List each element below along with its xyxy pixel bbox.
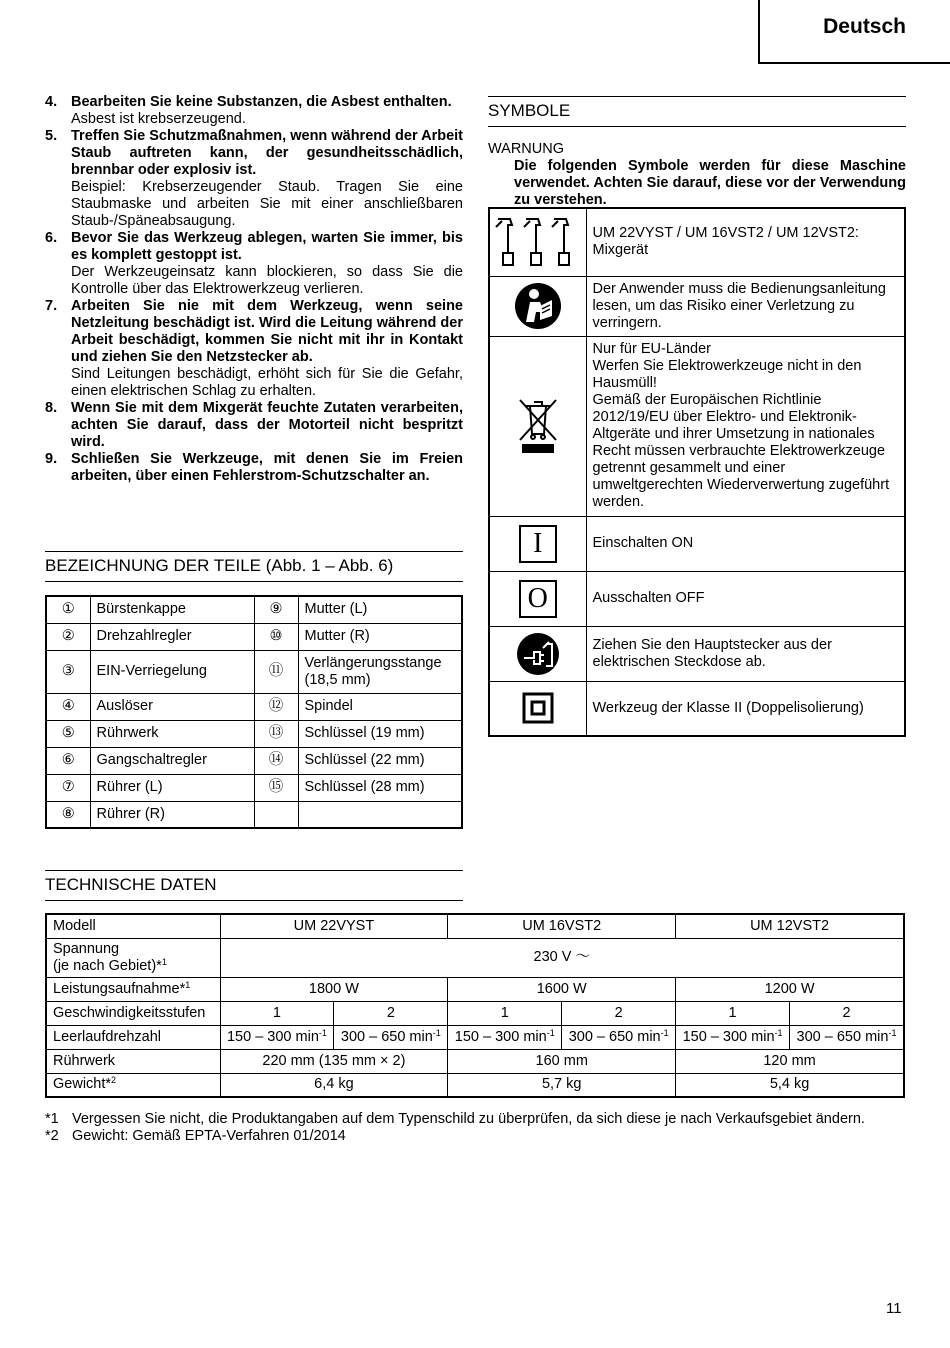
unit-exponent: -1 — [774, 1027, 783, 1038]
part-label: Mutter (L) — [304, 601, 368, 618]
item-number: 5. — [45, 128, 58, 144]
item-bold-text: Wenn Sie mit dem Mixgerät feuchte Zutaten verarbeiten, achten Sie darauf, dass der Motorteil nicht bespritzt wird. — [71, 400, 463, 450]
symbols-table — [488, 207, 906, 737]
part-label: Bürstenkappe — [96, 601, 186, 618]
part-label: Schlüssel (22 mm) — [304, 752, 425, 768]
table-row — [46, 938, 904, 977]
part-label-cell — [90, 774, 254, 801]
footnote-text: Vergessen Sie nicht, die Produktangaben auf dem Typenschild zu überprüfen, da sich diese je nach Verkaufsgebiet ändern. — [72, 1111, 865, 1127]
mixer-tools-icon — [489, 208, 586, 276]
label-rpm: Leerlaufdrehzahl — [46, 1025, 220, 1049]
unit-exponent: -1 — [888, 1027, 897, 1038]
label-power-text: Leistungsaufnahme* — [53, 980, 186, 997]
symbol-row — [489, 516, 905, 571]
item-number: 6. — [45, 230, 58, 246]
language-label: Deutsch — [823, 15, 906, 38]
footnote — [45, 1128, 905, 1145]
symbol-description: Ziehen Sie den Hauptstecker aus der elektrischen Steckdose ab. — [586, 626, 905, 681]
label-power — [46, 977, 220, 1001]
item-number: 8. — [45, 400, 58, 416]
part-number: ④ — [61, 698, 75, 714]
language-tab — [758, 0, 950, 64]
part-label: Mutter (R) — [304, 628, 370, 644]
part-number-cell — [254, 596, 298, 623]
power-cell: 1200 W — [676, 977, 904, 1001]
part-label: Rührer (R) — [96, 805, 165, 822]
item-number: 9. — [45, 451, 58, 467]
part-label-cell — [298, 693, 462, 720]
label-model: Modell — [46, 914, 220, 938]
part-label: Verlängerungsstange (18,5 mm) — [304, 654, 442, 688]
power-cell: 1800 W — [220, 977, 448, 1001]
item-bold-text: Arbeiten Sie nie mit dem Werkzeug, wenn seine Netzleitung beschädigt ist. Wird die Leitung während der Arbeit beschädigt, kommen Sie nicht mit ihr in Kontakt und ziehen Sie den Netzstecker ab. — [71, 298, 463, 365]
stirrer-cell: 220 mm (135 mm × 2) — [220, 1049, 448, 1073]
part-label-cell — [90, 596, 254, 623]
label-voltage-line2: (je nach Gebiet)* — [53, 957, 162, 974]
table-row — [46, 747, 462, 774]
part-label: Schlüssel (19 mm) — [304, 725, 425, 741]
list-item — [45, 230, 463, 298]
read-manual-icon — [489, 276, 586, 336]
voltage-value: 230 V — [533, 949, 572, 965]
switch-off-glyph: O — [519, 580, 557, 618]
symbol-description: Der Anwender muss die Bedienungsanleitung lesen, um das Risiko einer Verletzung zu verringern. — [586, 276, 905, 336]
switch-on-icon — [489, 516, 586, 571]
table-row — [46, 1001, 904, 1025]
part-label-cell — [90, 693, 254, 720]
table-row — [46, 801, 462, 828]
tech-heading: TECHNISCHE DATEN — [45, 870, 463, 901]
list-item — [45, 94, 463, 128]
part-number-cell — [46, 774, 90, 801]
list-item — [45, 451, 463, 485]
stirrer-cell: 120 mm — [676, 1049, 904, 1073]
table-row — [46, 914, 904, 938]
part-number-cell — [46, 693, 90, 720]
symbol-description: Einschalten ON — [586, 516, 905, 571]
speed-cell: 2 — [790, 1001, 904, 1025]
symbols-section — [488, 96, 906, 209]
item-bold-text: Treffen Sie Schutzmaßnahmen, wenn während der Arbeit Staub auftreten kann, der gesundheitsschädlich, brennbar oder explosiv ist. — [71, 128, 463, 178]
part-number-cell — [46, 623, 90, 650]
symbols-heading: SYMBOLE — [488, 96, 906, 127]
footnote-ref: 1 — [161, 956, 167, 967]
part-label-cell — [298, 596, 462, 623]
unit-exponent: -1 — [546, 1027, 555, 1038]
part-number-cell — [254, 747, 298, 774]
footnotes — [45, 1111, 905, 1145]
part-number: ③ — [61, 663, 75, 679]
part-number-cell — [46, 650, 90, 693]
switch-on-glyph: I — [519, 525, 557, 563]
rpm-value: 300 – 650 min — [568, 1028, 661, 1045]
page-number: 11 — [886, 1300, 902, 1317]
rpm-cell — [790, 1025, 904, 1049]
label-voltage — [46, 938, 220, 977]
table-row — [46, 774, 462, 801]
part-label-cell — [298, 801, 462, 828]
rpm-value: 150 – 300 min — [226, 1028, 319, 1045]
part-label: Auslöser — [96, 698, 153, 714]
model-cell: UM 16VST2 — [448, 914, 676, 938]
symbol-description — [586, 208, 905, 276]
part-label-cell — [298, 650, 462, 693]
ac-symbol: ～ — [575, 949, 590, 965]
symbol-text: UM 22VYST / UM 16VST2 / UM 12VST2: — [592, 225, 859, 242]
rpm-value: 150 – 300 min — [682, 1028, 775, 1045]
speed-cell: 1 — [448, 1001, 562, 1025]
list-item — [45, 400, 463, 451]
model-cell: UM 12VST2 — [676, 914, 904, 938]
label-weight-text: Gewicht* — [53, 1076, 112, 1093]
part-number-cell — [254, 650, 298, 693]
part-number: ② — [61, 628, 75, 644]
unplug-icon — [489, 626, 586, 681]
part-label-cell — [90, 623, 254, 650]
symbol-description: Ausschalten OFF — [586, 571, 905, 626]
symbol-row — [489, 626, 905, 681]
part-label-cell — [298, 747, 462, 774]
part-label-cell — [90, 720, 254, 747]
voltage-cell — [220, 938, 904, 977]
parts-heading: BEZEICHNUNG DER TEILE (Abb. 1 – Abb. 6) — [45, 551, 463, 582]
parts-table — [45, 595, 463, 829]
class-ii-icon — [489, 681, 586, 736]
speed-cell: 1 — [220, 1001, 334, 1025]
part-label: Gangschaltregler — [96, 752, 207, 768]
footnote-key: *1 — [45, 1111, 59, 1127]
part-number: ⑤ — [61, 725, 75, 741]
part-label-cell — [90, 747, 254, 774]
item-bold-text: Schließen Sie Werkzeuge, mit denen Sie im Freien arbeiten, über einen Fehlerstrom-Schutzschalter an. — [71, 451, 463, 484]
stirrer-cell: 160 mm — [448, 1049, 676, 1073]
part-number: ⑮ — [268, 779, 284, 795]
speed-cell: 2 — [562, 1001, 676, 1025]
part-number: ⑫ — [268, 698, 284, 714]
part-label-cell — [298, 623, 462, 650]
model-cell: UM 22VYST — [220, 914, 448, 938]
rpm-value: 300 – 650 min — [340, 1028, 433, 1045]
part-number-cell — [46, 596, 90, 623]
table-row — [46, 1049, 904, 1073]
unit-exponent: -1 — [432, 1027, 441, 1038]
table-row — [46, 1073, 904, 1097]
part-label-cell — [90, 801, 254, 828]
symbol-description: Werkzeug der Klasse II (Doppelisolierung) — [586, 681, 905, 736]
symbol-text: Nur für EU-Länder — [592, 341, 711, 357]
table-row — [46, 596, 462, 623]
table-row — [46, 623, 462, 650]
footnote-ref: 1 — [185, 979, 191, 990]
symbol-row — [489, 276, 905, 336]
symbol-text: Mixgerät — [592, 242, 649, 259]
footnote-key: *2 — [45, 1128, 59, 1144]
part-number-cell — [46, 720, 90, 747]
part-number: ⑪ — [268, 663, 284, 679]
part-number-cell — [46, 747, 90, 774]
part-label: Schlüssel (28 mm) — [304, 779, 425, 795]
table-row — [46, 693, 462, 720]
rpm-cell — [220, 1025, 334, 1049]
rpm-cell — [562, 1025, 676, 1049]
footnote — [45, 1111, 905, 1128]
weight-cell: 5,7 kg — [448, 1073, 676, 1097]
symbol-row — [489, 208, 905, 276]
label-stirrer: Rührwerk — [46, 1049, 220, 1073]
part-number-cell — [254, 774, 298, 801]
label-speeds: Geschwindigkeitsstufen — [46, 1001, 220, 1025]
part-label-cell — [90, 650, 254, 693]
item-text: Sind Leitungen beschädigt, erhöht sich für Sie die Gefahr, einen elektrischen Schlag zu erhalten. — [71, 366, 463, 399]
symbol-text: Gemäß der Europäischen Richtlinie 2012/19/EU über Elektro- und Elektronik-Altgeräte und ihrer Umsetzung in nationales Recht müssen verbrauchte Elektrowerkzeuge getrennt gesammelt und einer umweltgerechten Wiederverwertung zugeführt werden. — [592, 392, 890, 510]
part-number-cell — [254, 693, 298, 720]
item-bold-text: Bearbeiten Sie keine Substanzen, die Asbest enthalten. — [71, 94, 452, 110]
part-label: Drehzahlregler — [96, 628, 192, 644]
part-number-cell — [254, 720, 298, 747]
item-text: Asbest ist krebserzeugend. — [71, 111, 246, 127]
warning-text: Die folgenden Symbole werden für diese Maschine verwendet. Achten Sie darauf, diese vor der Verwendung zu verstehen. — [514, 158, 906, 208]
unit-exponent: -1 — [318, 1027, 327, 1038]
weight-cell: 5,4 kg — [676, 1073, 904, 1097]
part-label-cell — [298, 774, 462, 801]
part-number: ⑥ — [61, 752, 75, 768]
table-row — [46, 1025, 904, 1049]
symbol-row — [489, 571, 905, 626]
symbol-description — [586, 336, 905, 516]
speed-cell: 2 — [334, 1001, 448, 1025]
part-label: Spindel — [304, 698, 353, 714]
symbol-text: Werfen Sie Elektrowerkzeuge nicht in den Hausmüll! — [592, 358, 862, 391]
item-text: Der Werkzeugeinsatz kann blockieren, so dass Sie die Kontrolle über das Elektrowerkzeug verlieren. — [71, 264, 463, 297]
part-label: Rührwerk — [96, 725, 159, 741]
part-number: ⑩ — [269, 628, 283, 644]
table-row — [46, 650, 462, 693]
weee-crossed-bin-icon — [489, 336, 586, 516]
part-number: ⑭ — [268, 752, 284, 768]
warning-title: WARNUNG — [488, 141, 564, 157]
unit-exponent: -1 — [660, 1027, 669, 1038]
weight-cell: 6,4 kg — [220, 1073, 448, 1097]
safety-instructions — [45, 94, 463, 485]
rpm-value: 300 – 650 min — [796, 1028, 889, 1045]
item-bold-text: Bevor Sie das Werkzeug ablegen, warten Sie immer, bis es komplett gestoppt ist. — [71, 230, 463, 263]
footnote-ref: 2 — [111, 1075, 117, 1086]
rpm-cell — [334, 1025, 448, 1049]
part-number-cell — [254, 623, 298, 650]
item-number: 4. — [45, 94, 58, 110]
table-row — [46, 720, 462, 747]
item-text: Beispiel: Krebserzeugender Staub. Tragen Sie eine Staubmaske und arbeiten Sie mit einer anschließbaren Staub-/Späneabsaugung. — [71, 179, 463, 229]
rpm-cell — [448, 1025, 562, 1049]
switch-off-icon — [489, 571, 586, 626]
tech-table — [45, 913, 905, 1098]
part-label: Rührer (L) — [96, 779, 163, 795]
footnote-text: Gewicht: Gemäß EPTA-Verfahren 01/2014 — [72, 1128, 346, 1144]
symbol-row — [489, 336, 905, 516]
rpm-cell — [676, 1025, 790, 1049]
part-label-cell — [298, 720, 462, 747]
power-cell: 1600 W — [448, 977, 676, 1001]
table-row — [46, 977, 904, 1001]
part-number: ⑧ — [61, 805, 75, 822]
item-number: 7. — [45, 298, 58, 314]
label-weight — [46, 1073, 220, 1097]
part-number-cell — [254, 801, 298, 828]
symbol-row — [489, 681, 905, 736]
speed-cell: 1 — [676, 1001, 790, 1025]
part-label: EIN-Verriegelung — [96, 663, 207, 679]
part-number: ⑨ — [269, 601, 283, 618]
part-number: ⑦ — [61, 779, 75, 795]
list-item — [45, 298, 463, 400]
list-item — [45, 128, 463, 230]
rpm-value: 150 – 300 min — [454, 1028, 547, 1045]
label-voltage-line1: Spannung — [53, 940, 120, 957]
part-number: ⑬ — [268, 725, 284, 741]
part-number-cell — [46, 801, 90, 828]
part-number: ① — [61, 601, 75, 618]
safety-list — [45, 94, 463, 485]
